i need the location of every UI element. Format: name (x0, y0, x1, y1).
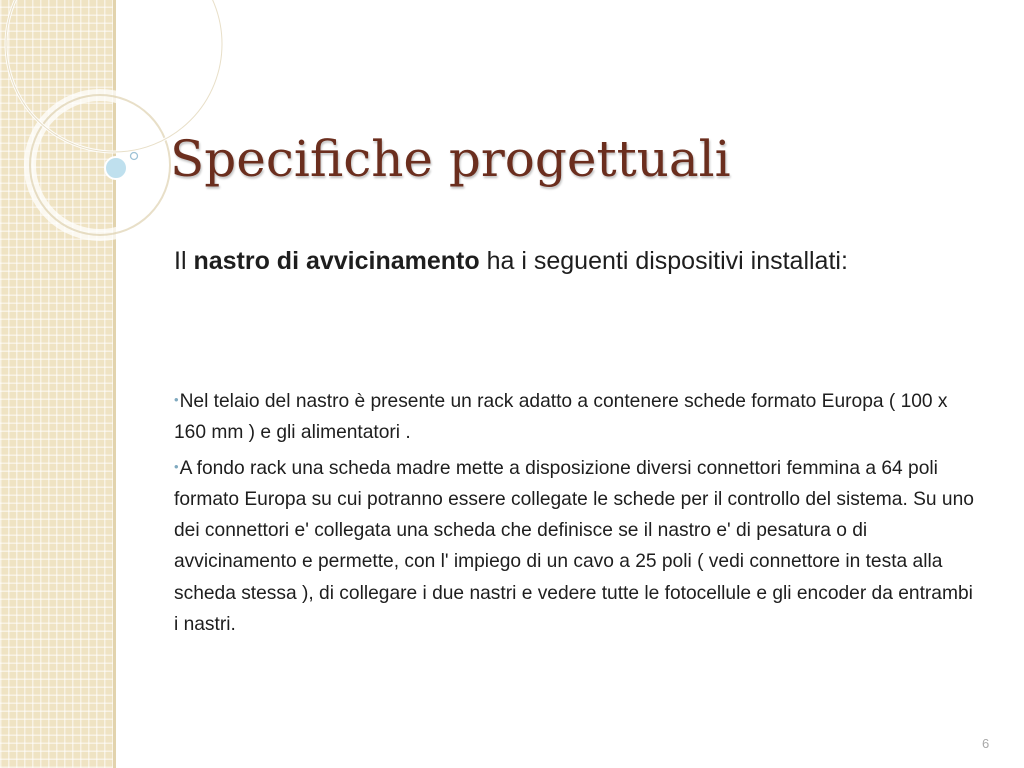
intro-bold-term: nastro di avvicinamento (193, 247, 480, 275)
bullet-list (174, 386, 974, 645)
blue-dot-icon (105, 157, 127, 179)
bullet-item (174, 453, 974, 640)
bullet-icon: • (174, 459, 179, 475)
intro-paragraph (174, 243, 934, 279)
intro-prefix: Il (174, 247, 194, 275)
large-ring-outline (30, 95, 170, 235)
small-ring-icon (131, 153, 138, 160)
slide-title: Specifiche progettuali (170, 130, 731, 188)
bullet-text: Nel telaio del nastro è presente un rack adatto a contenere schede formato Europa ( 100 x 160 mm ) e gli alimentatori . (174, 391, 948, 444)
page-number: 6 (982, 736, 990, 751)
bullet-item (174, 386, 974, 448)
intro-suffix: ha i seguenti dispositivi installati: (479, 247, 848, 275)
bullet-icon: • (174, 392, 179, 407)
bullet-text: A fondo rack una scheda madre mette a disposizione diversi connettori femmina a 64 poli formato Europa su cui potranno essere collegate le schede per il controllo del sistema. Su uno dei connettori e' collegata una scheda che definisce se il nastro e' di pesatura o di avvicinamento e permette, con l' impiego di un cavo a 25 poli ( vedi connettore in testa alla scheda stessa ), di collegare i due nastri e vedere tutte le fotocellule e gli encoder da entrambi i nastri. (174, 458, 974, 635)
